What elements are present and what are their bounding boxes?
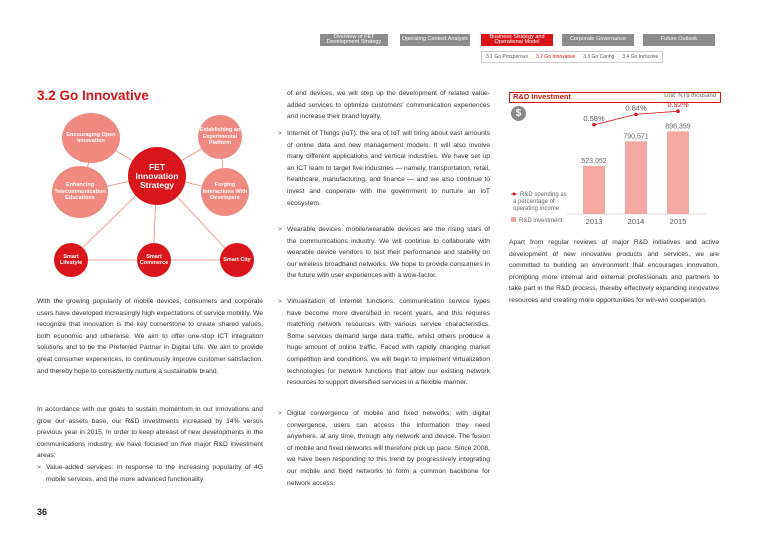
legend-line-marker bbox=[513, 193, 516, 196]
bullet-arrow-icon: > bbox=[278, 298, 282, 305]
percent-point-2013 bbox=[592, 123, 596, 127]
tab-operating-context[interactable]: Operating Context Analysis bbox=[400, 34, 470, 46]
bullet-arrow-icon: > bbox=[278, 226, 282, 233]
node-smart-city: Smart City bbox=[220, 243, 254, 277]
x-tick-label-2014: 2014 bbox=[627, 217, 645, 226]
tab-business-strategy[interactable]: Business Strategy and Operational Model bbox=[481, 34, 553, 46]
bar-value-label-2015: 898,359 bbox=[665, 123, 691, 131]
tab-overview[interactable]: Overview of FET Development Strategy bbox=[320, 34, 388, 46]
bullet-arrow-icon: > bbox=[278, 130, 282, 137]
bullet-wearables: Wearable devices: mobile/wearable devices are the rising stars of the communications industry. We will continue to collaborate with wearable device vendors to test their performance and stability on our wireless broadband networks. We hope to provide consumers in the future with user experiences with a wow-factor. bbox=[287, 226, 490, 280]
node-developer-interactions: Forging Interactions With Developers bbox=[201, 168, 249, 216]
node-center-strategy: FET Innovation Strategy bbox=[128, 147, 186, 205]
bullet-digital-convergence: Digital convergence of mobile and fixed networks: with digital convergence, users can access the information they need anywhere, at any time, through any network and device. The fusion of mobile and fixed networks will therefore pick up pace. Since 2008, we have been responding to this trend by progressively integrating our mobile and fixed networks to form a common backbone for network access. bbox=[287, 410, 490, 487]
percent-label-2014: 0.84% bbox=[625, 103, 647, 113]
x-tick-label-2015: 2015 bbox=[669, 217, 687, 226]
percent-point-2014 bbox=[634, 113, 638, 117]
bar-value-label-2013: 523,052 bbox=[581, 157, 607, 165]
node-telecom-educations: Enhancing Telecommunication Educations bbox=[52, 166, 108, 218]
sub-navigation bbox=[481, 51, 663, 63]
subnav-go-inclusive[interactable]: 3.4 Go Inclusive bbox=[622, 54, 659, 60]
bullet-arrow-icon: > bbox=[37, 464, 41, 471]
subnav-go-innovative[interactable]: 3.2 Go Innovative bbox=[535, 54, 576, 60]
page-number: 36 bbox=[37, 507, 48, 517]
tab-future-outlook[interactable]: Future Outlook bbox=[643, 34, 715, 46]
subnav-go-prosperous[interactable]: 3.1 Go Prosperous bbox=[486, 54, 528, 60]
legend-label-percentage: R&D spending as a percentage of operating income bbox=[513, 192, 567, 212]
currency-icon: $ bbox=[511, 106, 526, 121]
section-title: 3.2 Go Innovative bbox=[37, 88, 149, 103]
bar-2015 bbox=[667, 131, 689, 214]
percent-label-2013: 0.58% bbox=[583, 113, 605, 123]
percent-point-2015 bbox=[676, 109, 680, 113]
right-paragraph: Apart from regular reviews of major R&D initiatives and active development of new innovative products and services, we are committed to building an environment that encourages innovation, prompting more internal and external professionals and partners to take part in the R&D process, thereby effectively expanding innovative resources and creating more opportunities for win-win cooperation. bbox=[509, 239, 719, 304]
legend-label-investment: R&D investment bbox=[519, 218, 563, 224]
bar-2013 bbox=[583, 166, 605, 214]
left-paragraph-2: In accordance with our goals to sustain momentum in our innovations and grow our assets base, our R&D investments increased by 14% versus previous year in 2015. In order to keep abreast of new developments in the communications industry, we have focused on five major R&D investment areas: bbox=[37, 406, 263, 460]
chart-unit: Unit: NT$ thousand bbox=[664, 93, 716, 99]
legend-bar-swatch bbox=[511, 217, 516, 222]
tab-corporate-governance[interactable]: Corporate Governance bbox=[562, 34, 634, 46]
node-smart-lifestyle: Smart Lifestyle bbox=[54, 243, 88, 277]
x-tick-label-2013: 2013 bbox=[585, 217, 603, 226]
middle-paragraph-continued: of end devices, we will step up the development of related value-added services to optimize customers' communication experiences and increase their brand loyalty. bbox=[287, 90, 490, 121]
bullet-arrow-icon: > bbox=[278, 410, 282, 417]
bar-value-label-2014: 790,571 bbox=[623, 133, 649, 141]
node-experimental-platform: Establishing an Experimental Platform bbox=[198, 115, 242, 159]
percent-label-2015: 0.92% bbox=[667, 102, 689, 110]
bullet-iot: Internet of Things (IoT): the era of IoT will bring about vast amounts of online data and new management models. It will also involve many different applications and vertical industries. We have set up an ICT team to target five industries — namely, transportation, retail, healthcare, manufacturing, and finance — and we also continue to invest and cooperate with the government to nurture an IoT ecosystem. bbox=[287, 130, 490, 207]
node-smart-commerce: Smart Commerce bbox=[137, 243, 171, 277]
subnav-go-caring[interactable]: 3.3 Go Caring bbox=[583, 54, 615, 60]
chart-title: R&D Investment bbox=[513, 92, 571, 101]
bullet-value-added: Value-added services: in response to the increasing popularity of 4G mobile services, and the more advanced functionality bbox=[46, 464, 263, 483]
bar-2014 bbox=[625, 141, 647, 214]
left-paragraph-1: With the growing popularity of mobile devices, consumers and corporate users have developed increasingly high expectations of service mobility. We recognize that innovation is the key cornerstone to create shared values, both economic and otherwise. We aim to offer one-stop ICT integration solutions and to be the Preferred Partner in Digital Life. We aim to provide great consumer experiences, to continuously improve customer satisfaction, and thereby hope to consistently nurture a sustainable brand. bbox=[37, 298, 263, 375]
bullet-virtualization: Virtualization of Internet functions: communication service types have become more diversified in recent years, and this requires matching network resources with various service characteristics. Some services demand large data traffic, whilst others produce a huge amount of online traffic. Faced with rapidly changing market competition and conditions, we will begin to implement virtualization technologies for network functions that allow our existing network resources to support diversified services in a flexible manner. bbox=[287, 298, 490, 387]
node-open-innovation: Encouraging Open Innovation bbox=[62, 113, 120, 163]
rd-investment-chart bbox=[509, 102, 721, 230]
